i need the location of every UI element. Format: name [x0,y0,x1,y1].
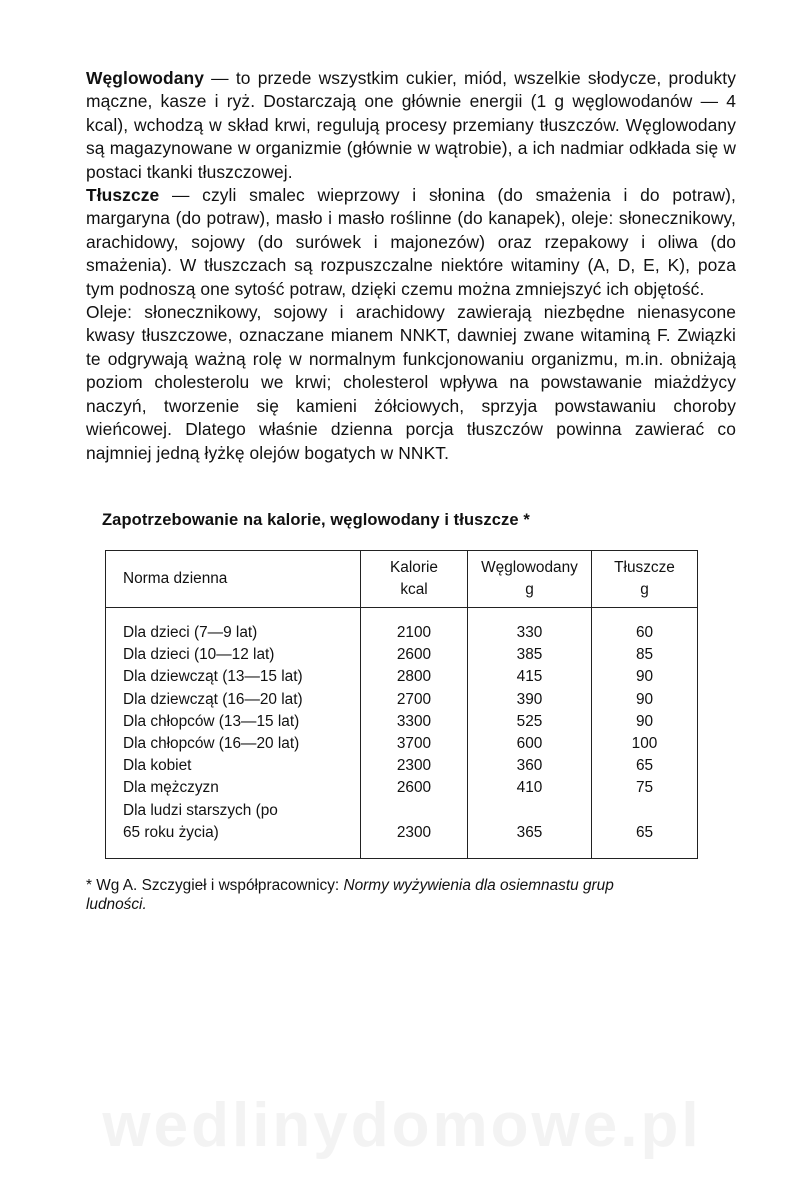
header-kalorie-unit: kcal [400,581,428,598]
row-tluszcze: 75 [592,777,698,799]
row-name: Dla chłopców (13—15 lat) [106,711,361,733]
row-kalorie: 3700 [361,733,468,755]
footnote [86,876,736,914]
row-name: Dla mężczyzn [106,777,361,799]
row-kalorie [361,800,468,822]
row-name: Dla dziewcząt (13—15 lat) [106,666,361,688]
paragraph-text: — czyli smalec wieprzowy i słonina (do smażenia i do potraw), margaryna (do potraw), masło i masło roślinne (do kanapek), oleje: słonecznikowy, arachidowy, sojowy (do surówek i majonezów) oraz rzepakowy i oliwa (do smażenia). W tłuszczach są rozpuszczalne niektóre witaminy (A, D, E, K), poza tym podnoszą one sytość potraw, dzięki czemu można zmniejszyć ich objętość. [86,185,736,299]
term-weglowodany: Węglowodany [86,68,205,88]
table-spacer [106,844,698,859]
row-tluszcze: 60 [592,622,698,644]
row-weglowodany: 600 [468,733,592,755]
table-header-row [106,551,698,608]
paragraph-tluszcze [86,184,736,301]
table-row [106,622,698,644]
footnote-prefix: * Wg A. Szczygieł i współpracownicy: [86,877,344,894]
row-kalorie: 2600 [361,644,468,666]
watermark: wedlinydomowe.pl [102,1091,702,1160]
header-weglowodany [468,551,592,608]
row-kalorie: 2700 [361,689,468,711]
row-weglowodany: 525 [468,711,592,733]
row-tluszcze: 90 [592,711,698,733]
row-weglowodany: 360 [468,755,592,777]
row-weglowodany: 365 [468,822,592,844]
row-weglowodany: 330 [468,622,592,644]
row-weglowodany [468,800,592,822]
row-name: Dla kobiet [106,755,361,777]
row-weglowodany: 410 [468,777,592,799]
row-name: Dla dzieci (10—12 lat) [106,644,361,666]
row-weglowodany: 415 [468,666,592,688]
header-tluszcze-label: Tłuszcze [614,559,675,576]
header-norma: Norma dzienna [106,551,361,608]
row-tluszcze: 65 [592,755,698,777]
header-tluszcze [592,551,698,608]
table-row [106,777,698,799]
footnote-title-line1: Normy wyżywienia dla osiemnastu grup [343,877,614,894]
header-tluszcze-unit: g [640,581,649,598]
row-kalorie: 2100 [361,622,468,644]
table-row [106,711,698,733]
row-weglowodany: 385 [468,644,592,666]
row-tluszcze: 85 [592,644,698,666]
row-kalorie: 2800 [361,666,468,688]
row-tluszcze: 100 [592,733,698,755]
body-text [86,67,736,465]
nutrition-table [105,550,698,859]
row-tluszcze [592,800,698,822]
row-weglowodany: 390 [468,689,592,711]
header-weglowodany-label: Węglowodany [481,559,578,576]
footnote-title-line2: ludności. [86,896,147,913]
row-name: 65 roku życia) [106,822,361,844]
paragraph-text: Oleje: słonecznikowy, sojowy i arachidowy zawierają niezbędne nienasycone kwasy tłuszczowe, oznaczane mianem NNKT, dawniej zwane witaminą F. Związki te odgrywają ważną rolę w normalnym funkcjonowaniu organizmu, m.in. obniżają poziom cholesterolu we krwi; cholesterol wpływa na powstawanie miażdżycy naczyń, tworzenie się kamieni żółciowych, sprzyja powstawaniu choroby wieńcowej. Dlatego właśnie dzienna porcja tłuszczów powinna zawierać co najmniej jedną łyżkę olejów bogatych w NNKT. [86,302,736,463]
table-row [106,666,698,688]
row-kalorie: 2300 [361,822,468,844]
table-row [106,822,698,844]
table-row [106,689,698,711]
table-spacer [106,608,698,623]
paragraph-weglowodany [86,67,736,184]
table-row [106,755,698,777]
row-name: Dla ludzi starszych (po [106,800,361,822]
row-kalorie: 3300 [361,711,468,733]
table-row [106,733,698,755]
table-title: Zapotrzebowanie na kalorie, węglowodany i tłuszcze * [102,511,530,529]
header-weglowodany-unit: g [525,581,534,598]
row-tluszcze: 90 [592,666,698,688]
row-kalorie: 2600 [361,777,468,799]
row-kalorie: 2300 [361,755,468,777]
row-name: Dla dzieci (7—9 lat) [106,622,361,644]
row-tluszcze: 65 [592,822,698,844]
header-kalorie [361,551,468,608]
term-tluszcze: Tłuszcze [86,185,160,206]
row-name: Dla chłopców (16—20 lat) [106,733,361,755]
header-kalorie-label: Kalorie [390,559,438,576]
row-name: Dla dziewcząt (16—20 lat) [106,689,361,711]
table-row [106,800,698,822]
table-row [106,644,698,666]
row-tluszcze: 90 [592,689,698,711]
paragraph-text: — to przede wszystkim cukier, miód, wszelkie słodycze, produkty mączne, kasze i ryż. Dostarczają one głównie energii (1 g węglowodanów — 4 kcal), wchodzą w skład krwi, regulują procesy przemiany tłuszczów. Węglowodany są magazynowane w organizmie (głównie w wątrobie), a ich nadmiar odkłada się w postaci tkanki tłuszczowej. [86,68,736,182]
paragraph-oleje [86,301,736,465]
